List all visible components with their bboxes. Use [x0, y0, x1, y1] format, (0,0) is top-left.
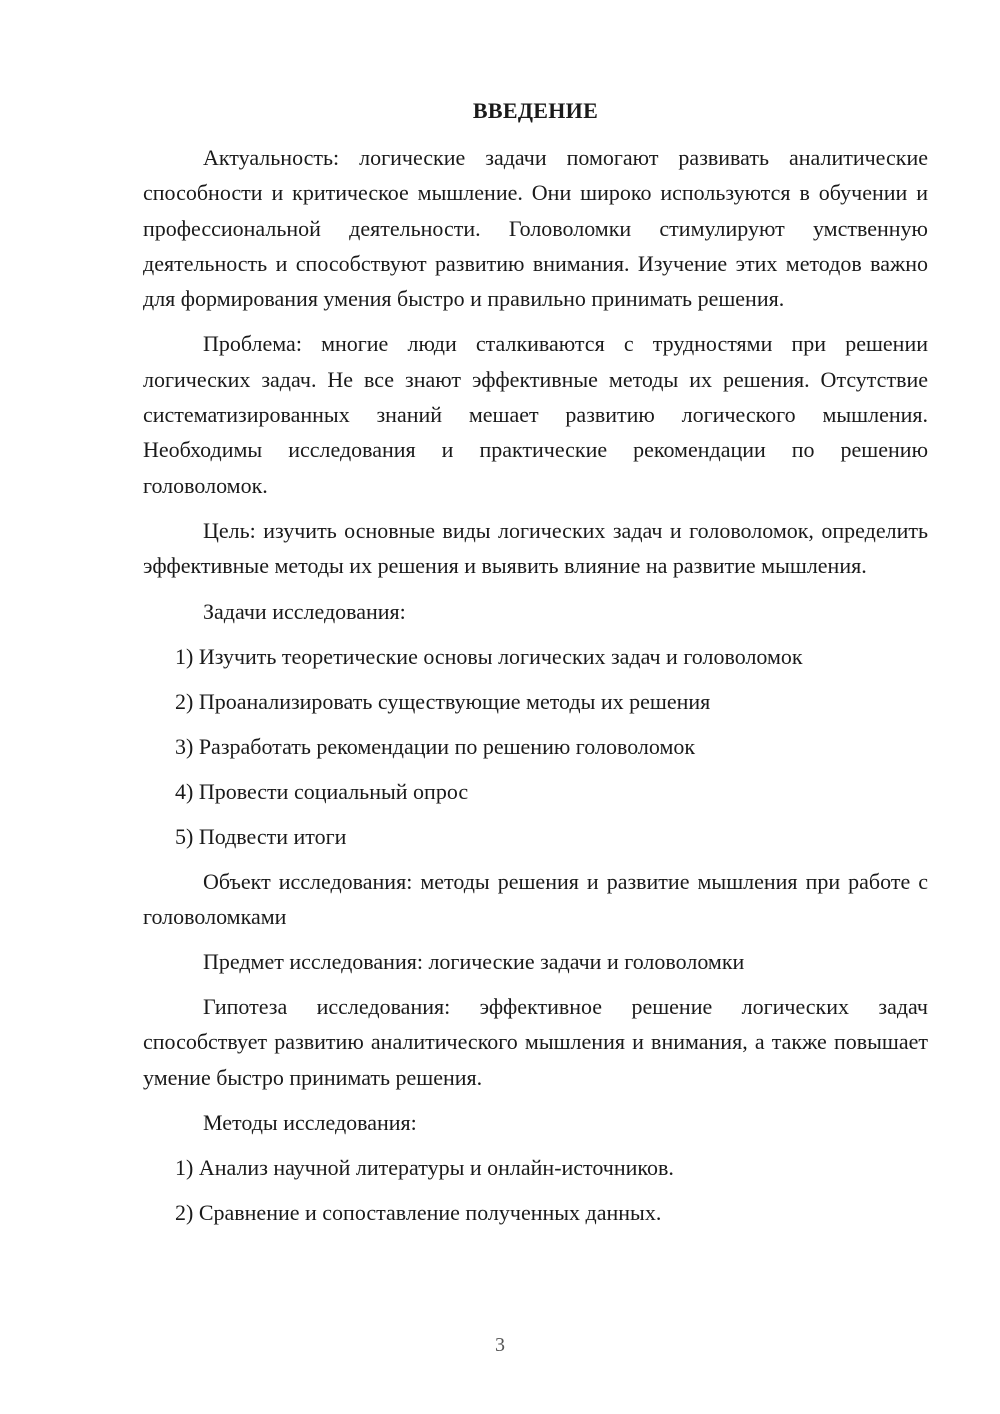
- object-paragraph: Объект исследования: методы решения и развитие мышления при работе с головоломками: [143, 868, 928, 929]
- task-item-4: 4) Провести социальный опрос: [175, 778, 469, 804]
- task-item-3: 3) Разработать рекомендации по решению головоломок: [175, 733, 696, 759]
- task-item-1: 1) Изучить теоретические основы логических задач и головоломок: [175, 643, 803, 669]
- methods-list: [143, 1150, 928, 1230]
- problem-paragraph: Проблема: многие люди сталкиваются с трудностями при решении логических задач. Не все знают эффективные методы их решения. Отсутствие систематизированных знаний мешает развитию логического мышления. Необходимы исследования и практические рекомендации по решению головоломок.: [143, 331, 928, 498]
- tasks-list: [143, 639, 928, 854]
- relevance-paragraph: Актуальность: логические задачи помогают развивать аналитические способности и критическое мышление. Они широко используются в обучении и профессиональной деятельности. Головоломки стимулируют умственную деятельность и способствуют развитию внимания. Изучение этих методов важно для формирования умения быстро и правильно принимать решения.: [143, 145, 928, 312]
- method-item-1: 1) Анализ научной литературы и онлайн-источников.: [175, 1155, 674, 1181]
- tasks-heading: Задачи исследования:: [203, 598, 406, 624]
- hypothesis-paragraph: Гипотеза исследования: эффективное решение логических задач способствует развитию аналитического мышления и внимания, а также повышает умение быстро принимать решения.: [143, 994, 928, 1090]
- task-item-2: 2) Проанализировать существующие методы их решения: [175, 688, 711, 714]
- page-number: 3: [495, 1334, 505, 1356]
- subject-paragraph: Предмет исследования: логические задачи и головоломки: [203, 949, 745, 975]
- task-item-5: 5) Подвести итоги: [175, 823, 347, 849]
- methods-heading: Методы исследования:: [203, 1110, 417, 1136]
- document-page: [143, 96, 928, 1240]
- page-title: ВВЕДЕНИЕ: [472, 98, 599, 123]
- goal-paragraph: Цель: изучить основные виды логических задач и головоломок, определить эффективные методы их решения и выявить влияние на развитие мышления.: [143, 517, 928, 579]
- method-item-2: 2) Сравнение и сопоставление полученных данных.: [175, 1200, 662, 1226]
